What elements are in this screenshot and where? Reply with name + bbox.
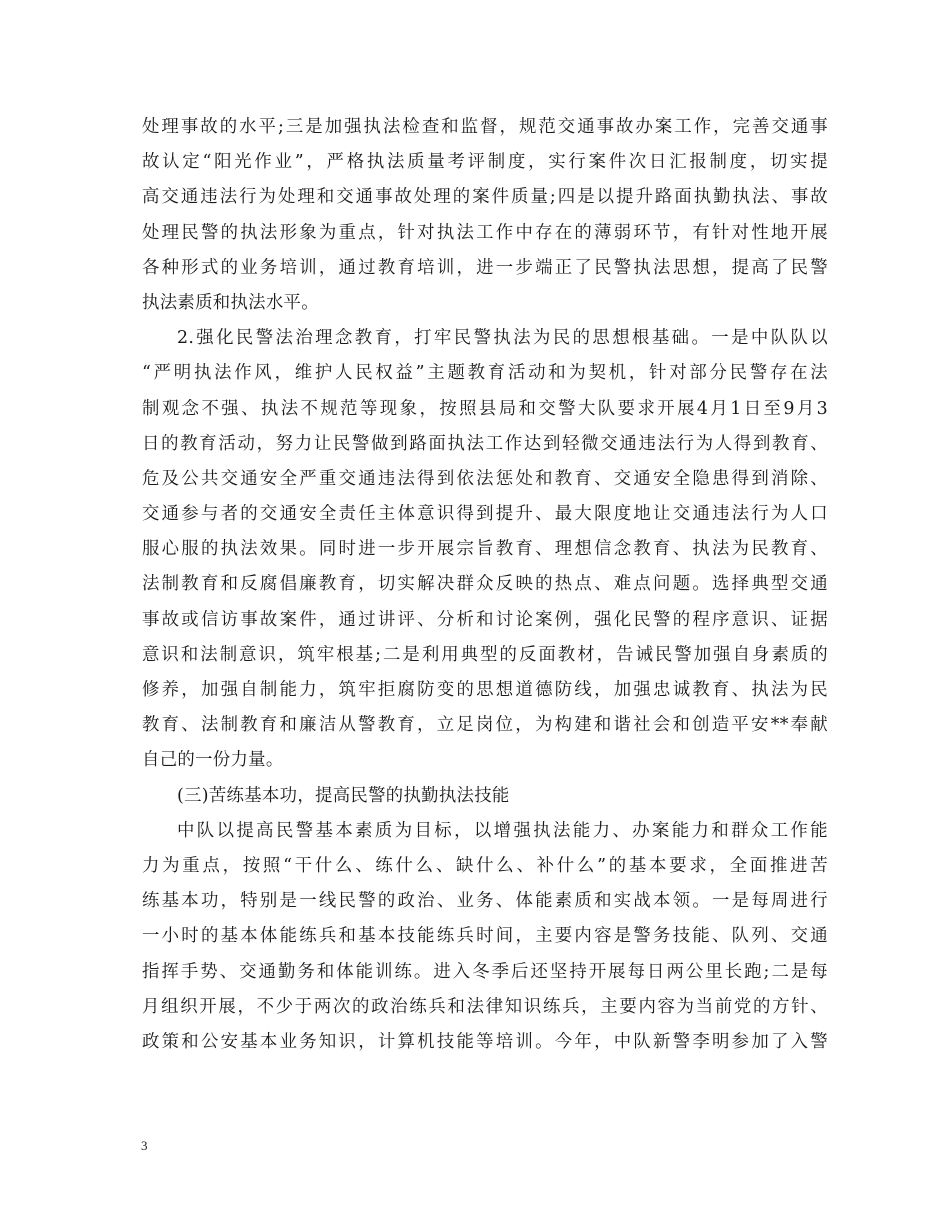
text-line: 自己的一份力量。: [142, 750, 284, 771]
text-line: 政策和公安基本业务知识，计算机技能等培训。今年，中队新警李明参加了入警: [142, 1031, 828, 1052]
page-number: 3: [141, 1138, 148, 1153]
text-line: 修养，加强自制能力，筑牢拒腐防变的思想道德防线，加强忠诚教育、执法为民: [142, 680, 828, 700]
paragraph-start-line: 2.强化民警法治理念教育，打牢民警执法为民的思想根基础。一是中队队以: [177, 328, 828, 349]
text-line: 高交通违法行为处理和交通事故处理的案件质量;四是以提升路面执勤执法、事故: [142, 187, 828, 208]
text-line: 练基本功，特别是一线民警的政治、业务、体能素质和实战本领。一是每周进行: [142, 891, 828, 912]
text-line: 执法素质和执法水平。: [142, 292, 319, 313]
text-line: 制观念不强、执法不规范等现象，按照县局和交警大队要求开展4月1日至9月3: [142, 398, 828, 419]
text-line: 指挥手势、交通勤务和体能训练。进入冬季后还坚持开展每日两公里长跑;二是每: [142, 961, 828, 982]
text-line: 服心服的执法效果。同时进一步开展宗旨教育、理想信念教育、执法为民教育、: [142, 539, 828, 560]
section-heading: (三)苦练基本功，提高民警的执勤执法技能: [177, 785, 510, 806]
text-line: 交通参与者的交通安全责任主体意识得到提升、最大限度地让交通违法行为人口: [142, 504, 828, 525]
text-line: 法制教育和反腐倡廉教育，切实解决群众反映的热点、难点问题。选择典型交通: [142, 574, 828, 595]
text-line: 一小时的基本体能练兵和基本技能练兵时间，主要内容是警务技能、队列、交通: [142, 926, 828, 947]
text-line: 事故或信访事故案件，通过讲评、分析和讨论案例，强化民警的程序意识、证据: [142, 609, 828, 630]
text-line: 各种形式的业务培训，通过教育培训，进一步端正了民警执法思想，提高了民警: [142, 257, 828, 278]
text-line: 处理民警的执法形象为重点，针对执法工作中存在的薄弱环节，有针对性地开展: [142, 222, 828, 243]
text-line: 危及公共交通安全严重交通违法得到依法惩处和教育、交通安全隐患得到消除、: [142, 468, 828, 489]
text-line: 意识和法制意识，筑牢根基;二是利用典型的反面教材，告诫民警加强自身素质的: [142, 644, 828, 665]
text-line: 教育、法制教育和廉洁从警教育，立足岗位，为构建和谐社会和创造平安**奉献: [142, 715, 828, 736]
paragraph-start-line: 中队以提高民警基本素质为目标，以增强执法能力、办案能力和群众工作能: [177, 820, 828, 841]
text-line: 日的教育活动，努力让民警做到路面执法工作达到轻微交通违法行为人得到教育、: [142, 433, 828, 454]
text-line: 处理事故的水平;三是加强执法检查和监督，规范交通事故办案工作，完善交通事: [142, 117, 828, 137]
document-body: [142, 110, 828, 1060]
text-line: 月组织开展，不少于两次的政治练兵和法律知识练兵，主要内容为当前党的方针、: [142, 996, 828, 1017]
text-line: 故认定“阳光作业”，严格执法质量考评制度，实行案件次日汇报制度，切实提: [142, 152, 828, 173]
text-line: “严明执法作风，维护人民权益”主题教育活动和为契机，针对部分民警存在法: [142, 363, 828, 384]
text-line: 力为重点，按照“干什么、练什么、缺什么、补什么”的基本要求，全面推进苦: [142, 855, 828, 876]
